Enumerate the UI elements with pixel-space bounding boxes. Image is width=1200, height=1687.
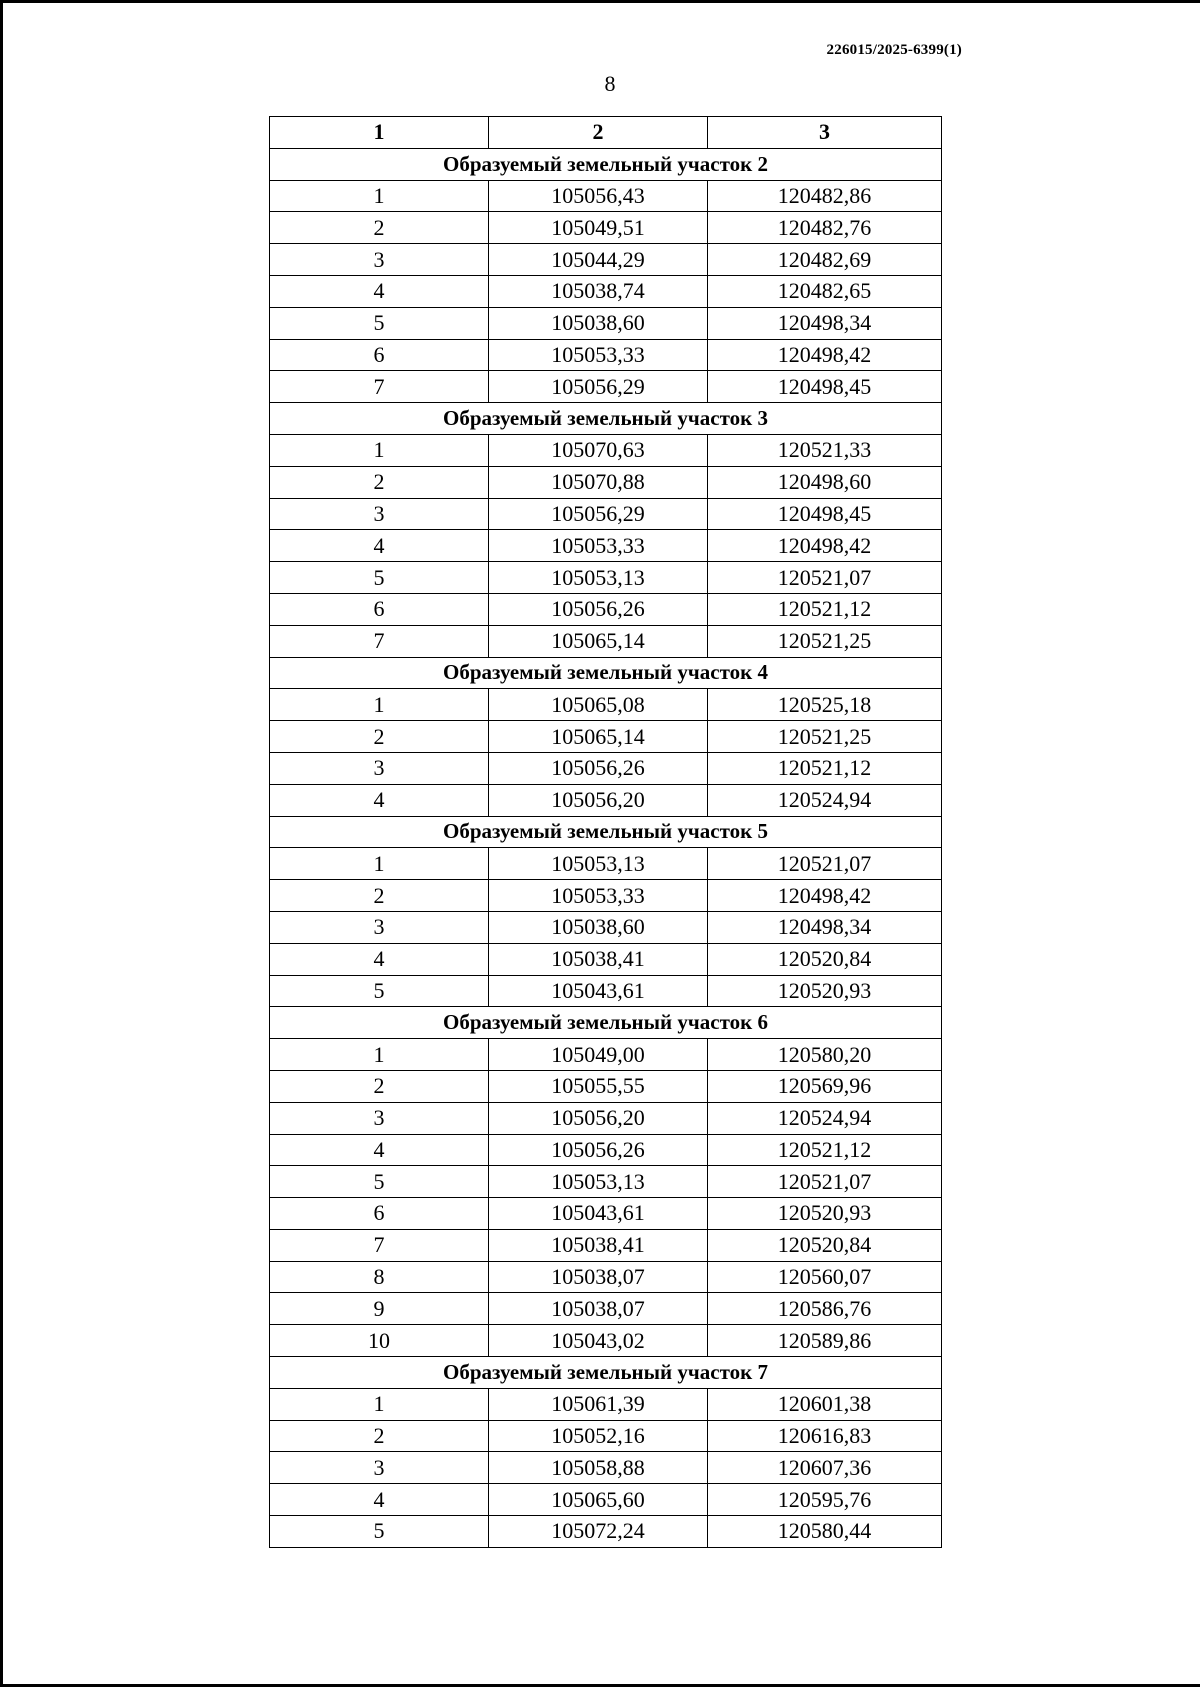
point-number-cell: 5 — [270, 562, 489, 594]
table-row — [270, 498, 942, 530]
x-coordinate-cell: 105053,13 — [489, 562, 708, 594]
point-number-cell: 10 — [270, 1325, 489, 1357]
table-row — [270, 911, 942, 943]
table-row — [270, 1261, 942, 1293]
coordinates-table — [269, 116, 942, 1548]
table-row — [270, 212, 942, 244]
page-border-left — [0, 0, 3, 1687]
point-number-cell: 4 — [270, 784, 489, 816]
x-coordinate-cell: 105053,13 — [489, 848, 708, 880]
point-number-cell: 5 — [270, 307, 489, 339]
y-coordinate-cell: 120482,86 — [708, 180, 942, 212]
x-coordinate-cell: 105052,16 — [489, 1420, 708, 1452]
table-row — [270, 1166, 942, 1198]
point-number-cell: 9 — [270, 1293, 489, 1325]
point-number-cell: 2 — [270, 880, 489, 912]
point-number-cell: 1 — [270, 689, 489, 721]
section-title: Образуемый земельный участок 3 — [270, 403, 942, 435]
x-coordinate-cell: 105070,63 — [489, 434, 708, 466]
table-row — [270, 466, 942, 498]
table-row — [270, 1420, 942, 1452]
y-coordinate-cell: 120595,76 — [708, 1484, 942, 1516]
table-row — [270, 1070, 942, 1102]
point-number-cell: 6 — [270, 593, 489, 625]
table-row — [270, 1039, 942, 1071]
point-number-cell: 5 — [270, 975, 489, 1007]
point-number-cell: 3 — [270, 752, 489, 784]
x-coordinate-cell: 105061,39 — [489, 1388, 708, 1420]
table-row — [270, 784, 942, 816]
y-coordinate-cell: 120616,83 — [708, 1420, 942, 1452]
table-row — [270, 880, 942, 912]
section-header-row — [270, 148, 942, 180]
x-coordinate-cell: 105038,07 — [489, 1293, 708, 1325]
y-coordinate-cell: 120521,25 — [708, 625, 942, 657]
point-number-cell: 2 — [270, 212, 489, 244]
column-header-3: 3 — [708, 117, 942, 149]
x-coordinate-cell: 105038,60 — [489, 911, 708, 943]
table-row — [270, 1452, 942, 1484]
point-number-cell: 6 — [270, 339, 489, 371]
x-coordinate-cell: 105038,41 — [489, 943, 708, 975]
table-row — [270, 307, 942, 339]
x-coordinate-cell: 105044,29 — [489, 244, 708, 276]
table-row — [270, 180, 942, 212]
point-number-cell: 4 — [270, 1134, 489, 1166]
y-coordinate-cell: 120560,07 — [708, 1261, 942, 1293]
table-row — [270, 752, 942, 784]
table-header-row — [270, 117, 942, 149]
table-row — [270, 689, 942, 721]
x-coordinate-cell: 105056,26 — [489, 1134, 708, 1166]
section-title: Образуемый земельный участок 5 — [270, 816, 942, 848]
y-coordinate-cell: 120498,42 — [708, 880, 942, 912]
point-number-cell: 3 — [270, 1452, 489, 1484]
section-header-row — [270, 403, 942, 435]
y-coordinate-cell: 120498,34 — [708, 307, 942, 339]
section-header-row — [270, 1357, 942, 1389]
table-row — [270, 1198, 942, 1230]
point-number-cell: 8 — [270, 1261, 489, 1293]
y-coordinate-cell: 120521,07 — [708, 1166, 942, 1198]
x-coordinate-cell: 105065,14 — [489, 625, 708, 657]
table-row — [270, 625, 942, 657]
point-number-cell: 3 — [270, 244, 489, 276]
section-title: Образуемый земельный участок 4 — [270, 657, 942, 689]
y-coordinate-cell: 120524,94 — [708, 784, 942, 816]
x-coordinate-cell: 105056,43 — [489, 180, 708, 212]
x-coordinate-cell: 105038,07 — [489, 1261, 708, 1293]
table-row — [270, 275, 942, 307]
point-number-cell: 4 — [270, 943, 489, 975]
table-row — [270, 1388, 942, 1420]
point-number-cell: 1 — [270, 434, 489, 466]
y-coordinate-cell: 120607,36 — [708, 1452, 942, 1484]
table-row — [270, 721, 942, 753]
table-row — [270, 1229, 942, 1261]
y-coordinate-cell: 120521,12 — [708, 1134, 942, 1166]
section-header-row — [270, 816, 942, 848]
table-row — [270, 371, 942, 403]
point-number-cell: 5 — [270, 1166, 489, 1198]
table-row — [270, 848, 942, 880]
y-coordinate-cell: 120520,93 — [708, 975, 942, 1007]
point-number-cell: 7 — [270, 1229, 489, 1261]
x-coordinate-cell: 105049,51 — [489, 212, 708, 244]
table-row — [270, 1516, 942, 1548]
x-coordinate-cell: 105065,08 — [489, 689, 708, 721]
x-coordinate-cell: 105070,88 — [489, 466, 708, 498]
y-coordinate-cell: 120498,42 — [708, 530, 942, 562]
x-coordinate-cell: 105053,33 — [489, 339, 708, 371]
table-row — [270, 530, 942, 562]
page-border-top — [0, 0, 1200, 3]
y-coordinate-cell: 120482,76 — [708, 212, 942, 244]
x-coordinate-cell: 105038,41 — [489, 1229, 708, 1261]
table-row — [270, 1102, 942, 1134]
table-row — [270, 1325, 942, 1357]
y-coordinate-cell: 120520,93 — [708, 1198, 942, 1230]
x-coordinate-cell: 105058,88 — [489, 1452, 708, 1484]
point-number-cell: 1 — [270, 848, 489, 880]
y-coordinate-cell: 120589,86 — [708, 1325, 942, 1357]
table-row — [270, 434, 942, 466]
y-coordinate-cell: 120601,38 — [708, 1388, 942, 1420]
x-coordinate-cell: 105049,00 — [489, 1039, 708, 1071]
y-coordinate-cell: 120498,45 — [708, 371, 942, 403]
column-header-2: 2 — [489, 117, 708, 149]
table-row — [270, 975, 942, 1007]
x-coordinate-cell: 105056,29 — [489, 498, 708, 530]
x-coordinate-cell: 105038,60 — [489, 307, 708, 339]
point-number-cell: 1 — [270, 180, 489, 212]
x-coordinate-cell: 105056,26 — [489, 752, 708, 784]
table-row — [270, 1134, 942, 1166]
x-coordinate-cell: 105043,02 — [489, 1325, 708, 1357]
point-number-cell: 3 — [270, 498, 489, 530]
y-coordinate-cell: 120521,12 — [708, 752, 942, 784]
x-coordinate-cell: 105065,60 — [489, 1484, 708, 1516]
page-number: 8 — [604, 71, 616, 96]
y-coordinate-cell: 120520,84 — [708, 1229, 942, 1261]
section-title: Образуемый земельный участок 2 — [270, 148, 942, 180]
y-coordinate-cell: 120482,69 — [708, 244, 942, 276]
table-row — [270, 1484, 942, 1516]
point-number-cell: 3 — [270, 911, 489, 943]
x-coordinate-cell: 105055,55 — [489, 1070, 708, 1102]
section-title: Образуемый земельный участок 7 — [270, 1357, 942, 1389]
point-number-cell: 6 — [270, 1198, 489, 1230]
point-number-cell: 7 — [270, 371, 489, 403]
x-coordinate-cell: 105072,24 — [489, 1516, 708, 1548]
point-number-cell: 3 — [270, 1102, 489, 1134]
section-title: Образуемый земельный участок 6 — [270, 1007, 942, 1039]
y-coordinate-cell: 120520,84 — [708, 943, 942, 975]
x-coordinate-cell: 105053,33 — [489, 880, 708, 912]
y-coordinate-cell: 120521,25 — [708, 721, 942, 753]
point-number-cell: 5 — [270, 1516, 489, 1548]
column-header-1: 1 — [270, 117, 489, 149]
table-row — [270, 562, 942, 594]
y-coordinate-cell: 120524,94 — [708, 1102, 942, 1134]
x-coordinate-cell: 105065,14 — [489, 721, 708, 753]
x-coordinate-cell: 105056,29 — [489, 371, 708, 403]
y-coordinate-cell: 120498,42 — [708, 339, 942, 371]
point-number-cell: 2 — [270, 466, 489, 498]
point-number-cell: 4 — [270, 1484, 489, 1516]
y-coordinate-cell: 120521,12 — [708, 593, 942, 625]
x-coordinate-cell: 105043,61 — [489, 975, 708, 1007]
x-coordinate-cell: 105056,26 — [489, 593, 708, 625]
x-coordinate-cell: 105038,74 — [489, 275, 708, 307]
y-coordinate-cell: 120521,33 — [708, 434, 942, 466]
document-id: 226015/2025-6399(1) — [826, 42, 962, 58]
point-number-cell: 2 — [270, 1070, 489, 1102]
point-number-cell: 7 — [270, 625, 489, 657]
coordinates-table-body — [270, 117, 942, 1548]
table-row — [270, 593, 942, 625]
y-coordinate-cell: 120580,44 — [708, 1516, 942, 1548]
y-coordinate-cell: 120498,60 — [708, 466, 942, 498]
x-coordinate-cell: 105043,61 — [489, 1198, 708, 1230]
point-number-cell: 1 — [270, 1039, 489, 1071]
y-coordinate-cell: 120521,07 — [708, 848, 942, 880]
table-row — [270, 943, 942, 975]
point-number-cell: 4 — [270, 275, 489, 307]
y-coordinate-cell: 120482,65 — [708, 275, 942, 307]
x-coordinate-cell: 105056,20 — [489, 1102, 708, 1134]
y-coordinate-cell: 120498,45 — [708, 498, 942, 530]
table-row — [270, 1293, 942, 1325]
table-row — [270, 244, 942, 276]
x-coordinate-cell: 105053,33 — [489, 530, 708, 562]
y-coordinate-cell: 120586,76 — [708, 1293, 942, 1325]
y-coordinate-cell: 120580,20 — [708, 1039, 942, 1071]
point-number-cell: 1 — [270, 1388, 489, 1420]
section-header-row — [270, 657, 942, 689]
y-coordinate-cell: 120569,96 — [708, 1070, 942, 1102]
y-coordinate-cell: 120498,34 — [708, 911, 942, 943]
point-number-cell: 2 — [270, 721, 489, 753]
point-number-cell: 4 — [270, 530, 489, 562]
y-coordinate-cell: 120521,07 — [708, 562, 942, 594]
section-header-row — [270, 1007, 942, 1039]
x-coordinate-cell: 105053,13 — [489, 1166, 708, 1198]
point-number-cell: 2 — [270, 1420, 489, 1452]
y-coordinate-cell: 120525,18 — [708, 689, 942, 721]
x-coordinate-cell: 105056,20 — [489, 784, 708, 816]
table-row — [270, 339, 942, 371]
